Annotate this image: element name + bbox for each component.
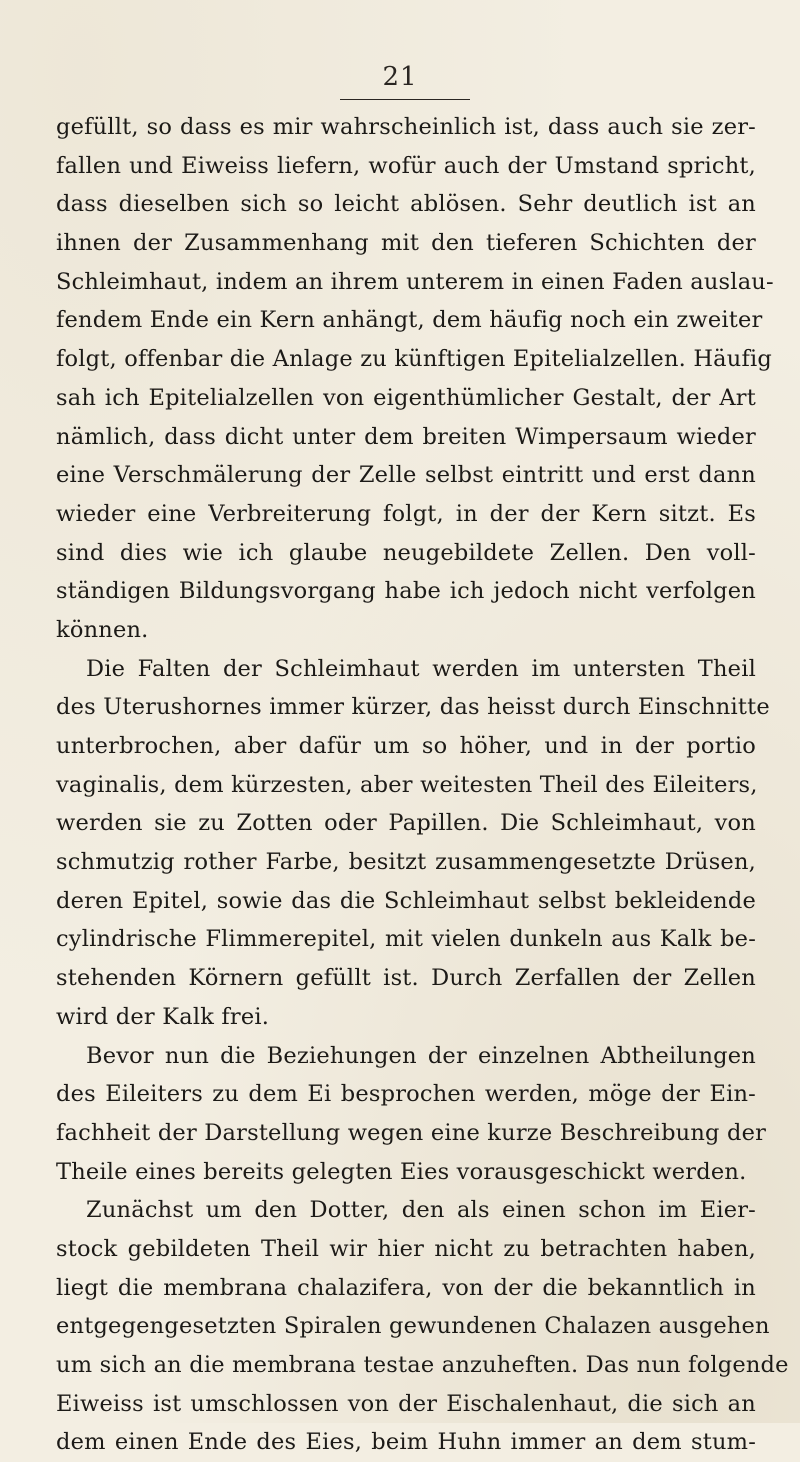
text-line: Eiweiss ist umschlossen von der Eischalenhaut, die sich an [56,1390,756,1417]
text-line: dass dieselben sich so leicht ablösen. Sehr deutlich ist an [56,191,756,218]
text-line: Bevor nun die Beziehungen der einzelnen Abtheilungen [86,1042,756,1069]
text-line: nämlich, dass dicht unter dem breiten Wimpersaum wieder [56,423,756,450]
text-line: wird der Kalk frei. [56,1003,270,1030]
text-line: deren Epitel, sowie das die Schleimhaut selbst bekleidende [56,887,756,914]
text-line: können. [56,616,149,643]
text-line: sind dies wie ich glaube neugebildete Zellen. Den voll- [56,539,756,566]
text-line: gefüllt, so dass es mir wahrscheinlich ist, dass auch sie zer- [56,114,756,140]
text-line: wieder eine Verbreiterung folgt, in der der Kern sitzt. Es [56,500,756,527]
text-line: des Uterushornes immer kürzer, das heisst durch Einschnitte [56,694,770,721]
text-line: ständigen Bildungsvorgang habe ich jedoch nicht verfolgen [56,578,756,605]
page-number: 21 [382,62,418,92]
text-line: unterbrochen, aber dafür um so höher, und in der portio [56,733,756,759]
text-line: fallen und Eiweiss liefern, wofür auch der Umstand spricht, [56,152,756,179]
text-line: entgegengesetzten Spiralen gewundenen Chalazen ausgehen [56,1313,770,1340]
text-line: Schleimhaut, indem an ihrem unterem in einen Faden auslau- [56,268,774,295]
text-line: fachheit der Darstellung wegen eine kurze Beschreibung der [56,1119,767,1146]
body-text [56,108,789,1462]
text-line: Zunächst um den Dotter, den als einen schon im Eier- [86,1197,756,1224]
text-line: Theile eines bereits gelegten Eies vorausgeschickt werden. [56,1158,747,1185]
text-line: fendem Ende ein Kern anhängt, dem häufig noch ein zweiter [56,307,763,334]
text-line: um sich an die membrana testae anzuheften. Das nun folgende [56,1352,789,1378]
text-line: des Eileiters zu dem Ei besprochen werden, möge der Ein- [56,1081,756,1108]
text-line: Die Falten der Schleimhaut werden im untersten Theil [86,655,756,682]
text-line: folgt, offenbar die Anlage zu künftigen Epitelialzellen. Häufig [56,346,772,373]
text-line: schmutzig rother Farbe, besitzt zusammengesetzte Drüsen, [56,849,756,876]
text-line: cylindrische Flimmerepitel, mit vielen dunkeln aus Kalk be- [56,926,756,953]
text-line: stock gebildeten Theil wir hier nicht zu betrachten haben, [56,1235,756,1262]
text-line: sah ich Epitelialzellen von eigenthümlicher Gestalt, der Art [56,384,756,411]
text-line: liegt die membrana chalazifera, von der die bekanntlich in [56,1274,756,1301]
text-line: ihnen der Zusammenhang mit den tieferen Schichten der [56,230,756,257]
text-line: werden sie zu Zotten oder Papillen. Die Schleimhaut, von [56,810,756,837]
text-line: dem einen Ende des Eies, beim Huhn immer an dem stum- [56,1429,756,1456]
text-line: vaginalis, dem kürzesten, aber weitesten Theil des Eileiters, [56,771,758,798]
header-rule [340,99,470,100]
text-line: eine Verschmälerung der Zelle selbst eintritt und erst dann [56,462,756,489]
text-line: stehenden Körnern gefüllt ist. Durch Zerfallen der Zellen [56,965,756,992]
